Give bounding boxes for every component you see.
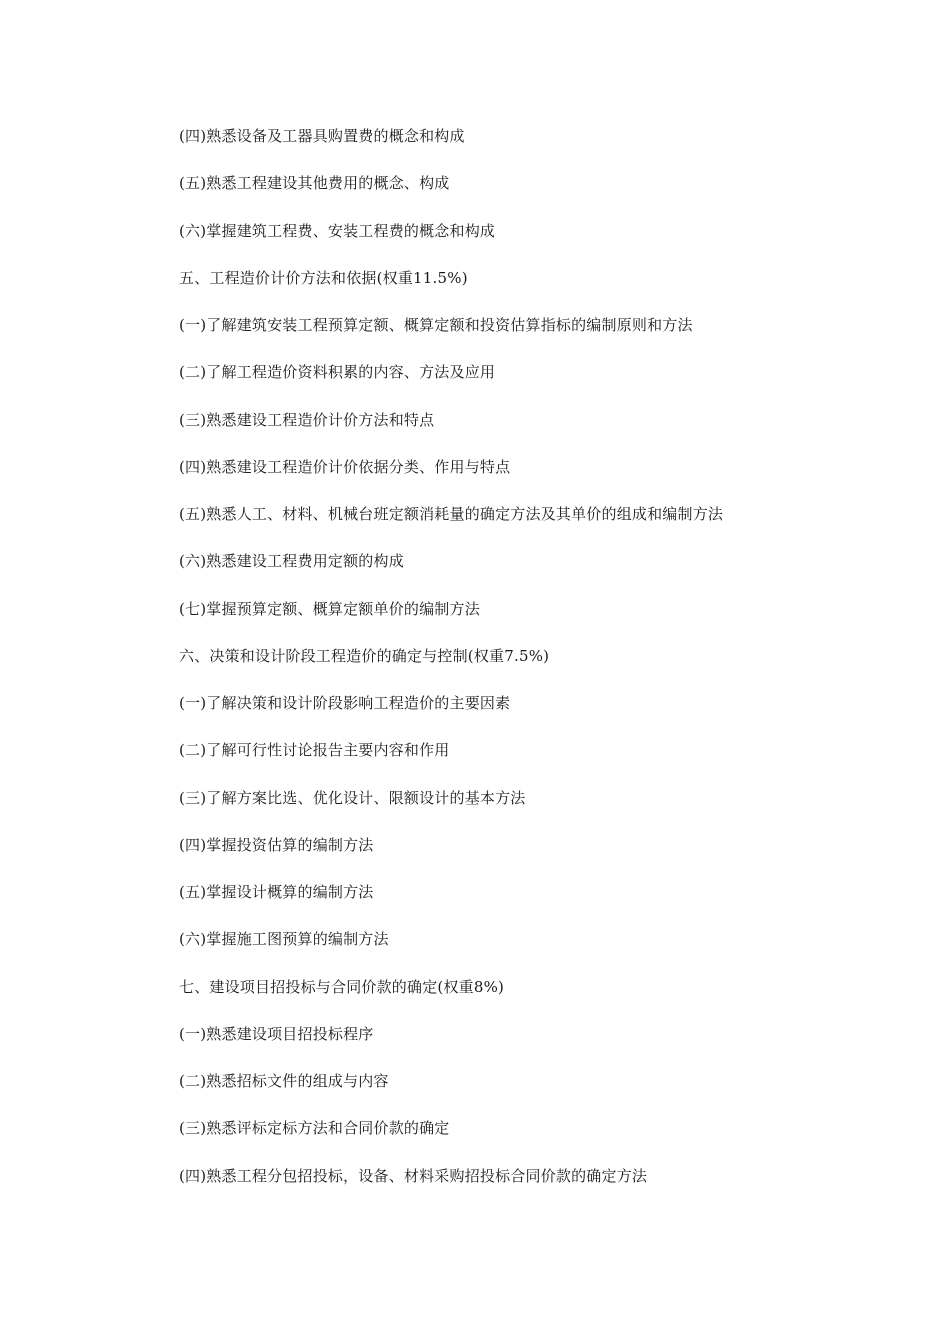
outline-list (179, 122, 879, 1209)
outline-item: (四)熟悉建设工程造价计价依据分类、作用与特点 (179, 457, 511, 476)
outline-item: (一)了解决策和设计阶段影响工程造价的主要因素 (179, 694, 511, 712)
outline-item: (二)了解可行性讨论报告主要内容和作用 (179, 741, 450, 760)
outline-item: (七)掌握预算定额、概算定额单价的编制方法 (179, 599, 480, 618)
outline-item: (五)掌握设计概算的编制方法 (179, 883, 374, 901)
outline-item: (六)熟悉建设工程费用定额的构成 (179, 552, 404, 571)
outline-item: (四)掌握投资估算的编制方法 (179, 835, 374, 854)
section-heading: 五、工程造价计价方法和依据(权重11.5%) (179, 268, 468, 287)
outline-item: (三)了解方案比选、优化设计、限额设计的基本方法 (179, 788, 526, 807)
outline-item: (六)掌握施工图预算的编制方法 (179, 930, 389, 949)
outline-item: (六)掌握建筑工程费、安装工程费的概念和构成 (179, 221, 496, 240)
outline-item: (四)熟悉工程分包招投标，设备、材料采购招投标合同价款的确定方法 (179, 1166, 648, 1185)
outline-item: (二)熟悉招标文件的组成与内容 (179, 1072, 389, 1090)
section-heading: 六、决策和设计阶段工程造价的确定与控制(权重7.5%) (179, 646, 550, 665)
outline-item: (四)熟悉设备及工器具购置费的概念和构成 (179, 127, 465, 145)
outline-item: (二)了解工程造价资料积累的内容、方法及应用 (179, 363, 496, 382)
outline-item: (五)熟悉工程建设其他费用的概念、构成 (179, 174, 450, 193)
section-heading: 七、建设项目招投标与合同价款的确定(权重8%) (179, 977, 505, 996)
outline-item: (五)熟悉人工、材料、机械台班定额消耗量的确定方法及其单价的组成和编制方法 (179, 505, 724, 523)
outline-item: (一)熟悉建设项目招投标程序 (179, 1024, 374, 1043)
outline-item: (三)熟悉建设工程造价计价方法和特点 (179, 410, 435, 429)
outline-item: (一)了解建筑安装工程预算定额、概算定额和投资估算指标的编制原则和方法 (179, 316, 693, 334)
outline-item: (三)熟悉评标定标方法和合同价款的确定 (179, 1119, 450, 1138)
